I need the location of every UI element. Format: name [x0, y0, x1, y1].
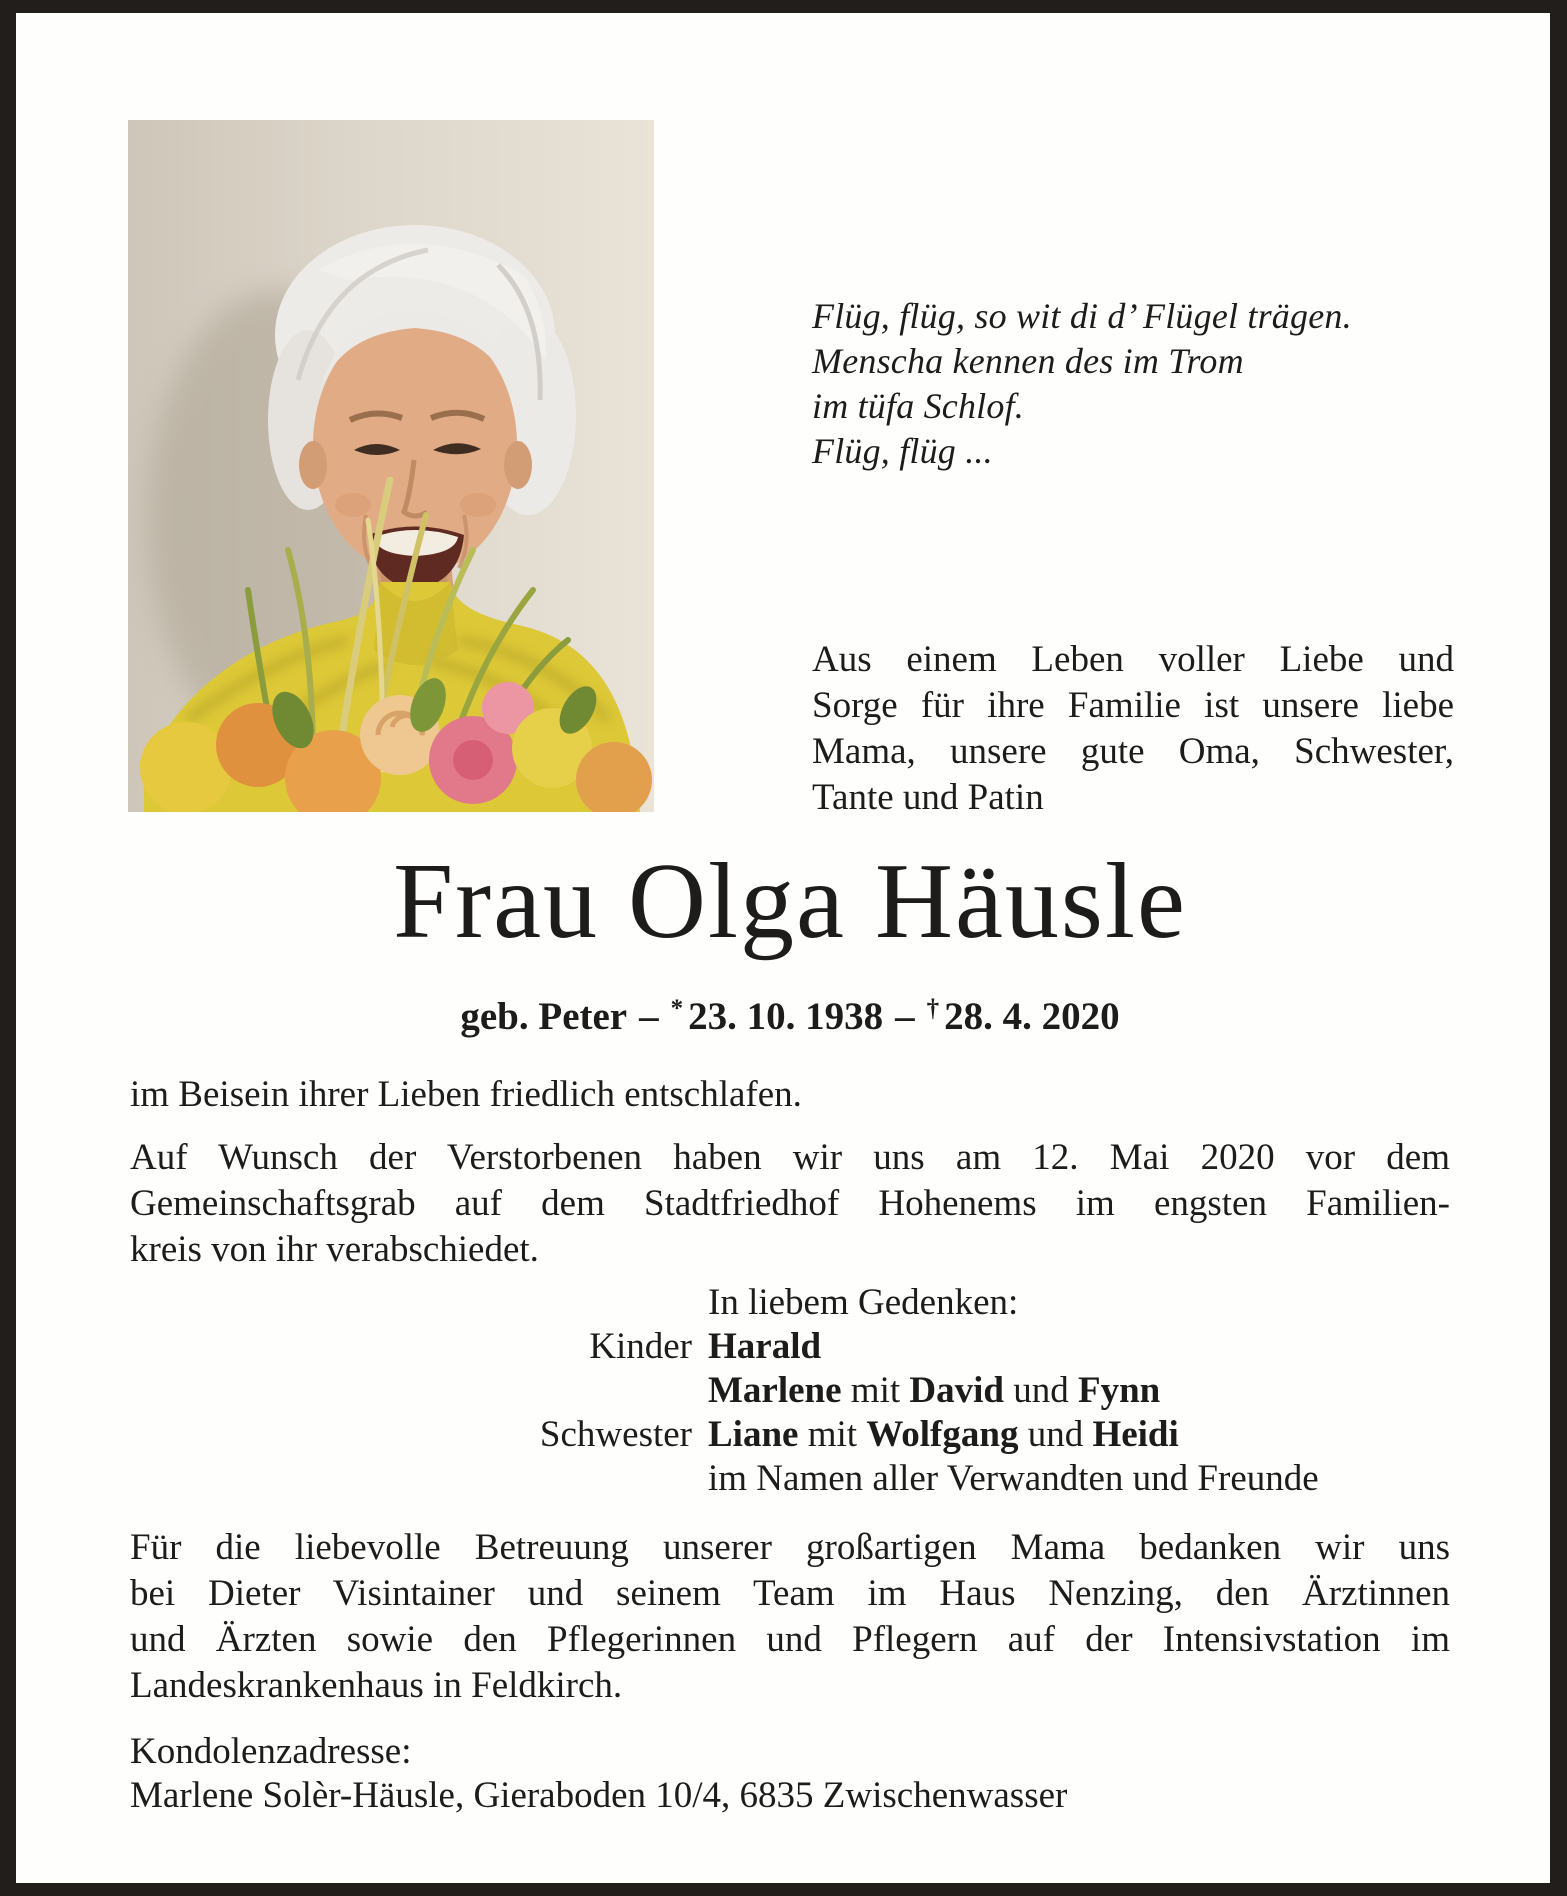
family-name: Harald	[708, 1326, 822, 1367]
life-dates	[130, 987, 1450, 1039]
farewell-line: Auf Wunsch der Verstorbenen haben wir uns am 12. Mai 2020 vor dem	[130, 1137, 1450, 1178]
thanks-line: Für die liebevolle Betreuung unserer großartigen Mama bedanken wir uns	[130, 1527, 1450, 1568]
farewell-line: Gemeinschaftsgrab auf dem Stadtfriedhof Hohenems im engsten Familien-	[130, 1183, 1450, 1224]
thanks-line: und Ärzten sowie den Pflegerinnen und Pflegern auf der Intensivstation im	[130, 1619, 1450, 1660]
condolence-block	[130, 1730, 1450, 1818]
cheek-right	[460, 493, 496, 517]
family-name: Wolfgang	[866, 1414, 1019, 1455]
name-connector: mit	[798, 1414, 867, 1455]
farewell-paragraph	[130, 1135, 1450, 1273]
intro-line: Mama, unsere gute Oma, Schwester,	[812, 731, 1454, 772]
intro-line: Tante und Patin	[812, 777, 1044, 818]
memorial-names	[708, 1369, 1450, 1413]
thanks-line: bei Dieter Visintainer und seinem Team im Haus Nenzing, den Ärztinnen	[130, 1573, 1450, 1614]
family-name: Liane	[708, 1414, 799, 1455]
name-connector: und	[1003, 1370, 1078, 1411]
portrait-photo	[128, 120, 654, 812]
cheek-left	[335, 493, 371, 517]
ear-left	[299, 441, 327, 489]
ear-right	[504, 441, 532, 489]
obituary-card	[16, 13, 1550, 1883]
family-name: David	[909, 1370, 1004, 1411]
memorial-label: Schwester	[539, 1414, 692, 1455]
name-connector: mit	[841, 1370, 910, 1411]
memorial-list	[130, 1281, 1450, 1501]
family-name: Marlene	[708, 1370, 842, 1411]
name-connector: und	[1018, 1414, 1093, 1455]
intro-text	[812, 637, 1454, 821]
family-name: Fynn	[1077, 1370, 1161, 1411]
dash: –	[895, 995, 915, 1038]
memorial-names	[708, 1413, 1450, 1457]
intro-line: Aus einem Leben voller Liebe und	[812, 639, 1454, 680]
memorial-label: Kinder	[589, 1326, 692, 1367]
memorial-names	[708, 1325, 1450, 1369]
death-date: 28. 4. 2020	[944, 995, 1120, 1038]
dash: –	[639, 995, 659, 1038]
condolence-heading: Kondolenzadresse:	[130, 1731, 412, 1772]
poem-line: Flüg, flüg, so wit di d’ Flügel trägen.	[812, 296, 1352, 336]
poem-line: Flüg, flüg ...	[812, 431, 993, 471]
family-name: Heidi	[1092, 1414, 1179, 1455]
birth-date: 23. 10. 1938	[688, 995, 884, 1038]
birth-star-symbol: *	[670, 995, 684, 1022]
thanks-paragraph	[130, 1525, 1450, 1709]
poem	[812, 294, 1352, 474]
memorial-heading: In liebem Gedenken:	[708, 1282, 1019, 1323]
maiden-name: geb. Peter	[460, 995, 628, 1038]
portrait-photo-art	[128, 120, 654, 812]
poem-line: im tüfa Schlof.	[812, 386, 1024, 426]
intro-line: Sorge für ihre Familie ist unsere liebe	[812, 685, 1454, 726]
farewell-line: kreis von ihr verabschiedet.	[130, 1229, 539, 1270]
death-dagger-symbol: †	[926, 995, 940, 1022]
deceased-name: Frau Olga Häusle	[393, 842, 1187, 961]
thanks-line: Landeskrankenhaus in Feldkirch.	[130, 1665, 623, 1706]
passing-sentence: im Beisein ihrer Lieben friedlich entschlafen.	[130, 1074, 802, 1115]
poem-line: Menscha kennen des im Trom	[812, 341, 1244, 381]
memorial-closing: im Namen aller Verwandten und Freunde	[708, 1458, 1319, 1499]
memorial-label	[130, 1369, 692, 1413]
memorial-label	[130, 1457, 692, 1501]
memorial-label	[130, 1281, 692, 1325]
condolence-address: Marlene Solèr-Häusle, Gieraboden 10/4, 6835 Zwischenwasser	[130, 1775, 1068, 1816]
